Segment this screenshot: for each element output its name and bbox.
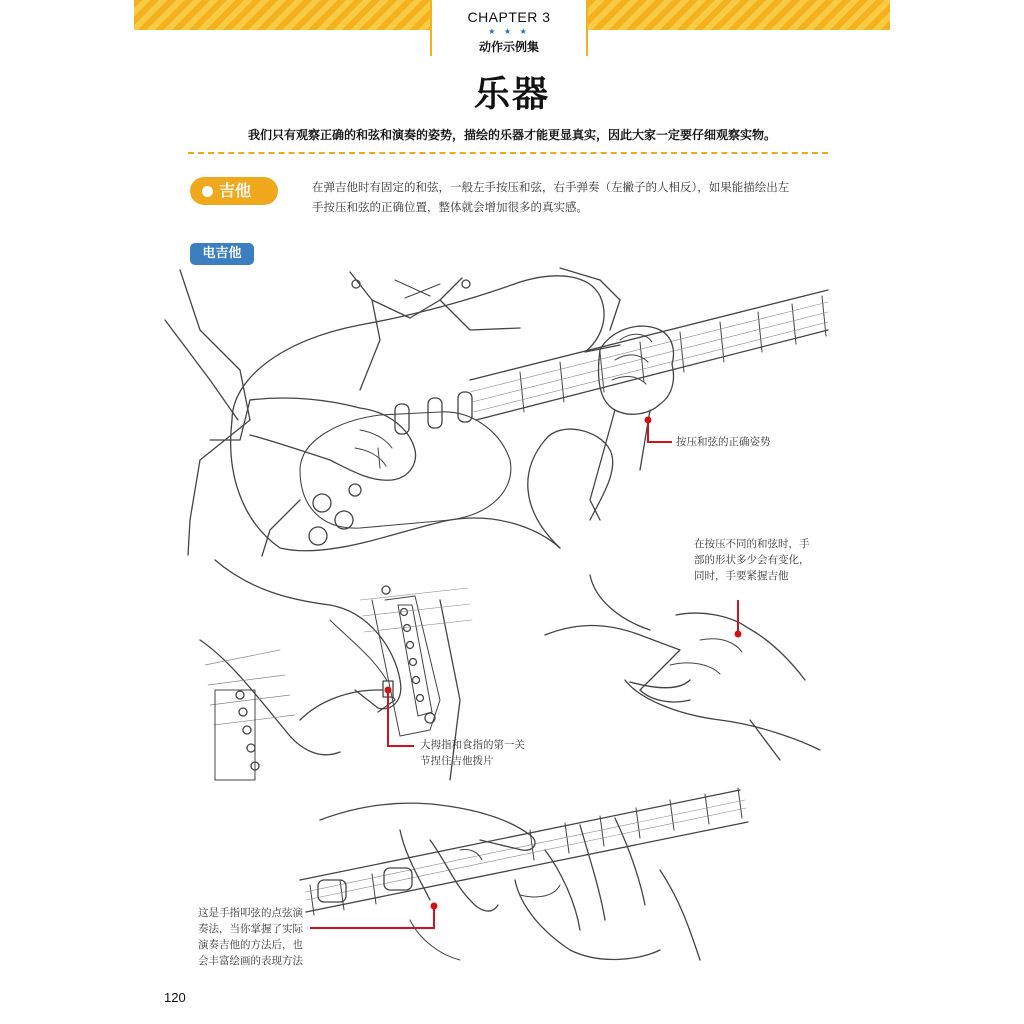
section-description: 在弹吉他时有固定的和弦，一般左手按压和弦，右手弹奏（左撇子的人相反），如果能描绘出左手按压和弦的正确位置，整体就会增加很多的真实感。 [312, 180, 790, 214]
annotation-line: 节捏住吉他拨片 [420, 755, 494, 767]
annotation-line: 奏法，当你掌握了实际 [198, 923, 303, 935]
annotation-line: 大拇指和食指的第一关 [420, 739, 525, 751]
annotation-line: 演奏吉他的方法后，也 [198, 939, 303, 951]
annotation-line: 这是手指叩弦的点弦演 [198, 907, 303, 919]
page-title: 乐器 [473, 74, 550, 115]
section-badge-label: 吉他 [219, 181, 252, 200]
page-number: 120 [164, 990, 186, 1005]
illustration-hand-grip [545, 575, 820, 760]
annotation-chord-change [694, 536, 810, 584]
callout-lines [310, 420, 738, 928]
annotation-line: 同时，手要紧握吉他 [694, 570, 789, 582]
chapter-label: CHAPTER 3 [467, 9, 551, 25]
annotation-chord-pose: 按压和弦的正确姿势 [676, 436, 771, 448]
annotation-line: 在按压不同的和弦时，手 [694, 538, 810, 550]
annotation-line: 会丰富绘画的表现方法 [198, 955, 303, 967]
illustration-tapping [300, 788, 748, 960]
chapter-stars: ★ ★ ★ [488, 27, 530, 36]
annotation-tapping [198, 905, 303, 969]
subsection-badge-electric-guitar: 电吉他 [190, 243, 254, 265]
illustration-guitar-player [165, 268, 828, 556]
intro-text: 我们只有观察正确的和弦和演奏的姿势，描绘的乐器才能更显真实，因此大家一定要仔细观察实物。 [247, 128, 776, 142]
annotation-line: 部的形状多少会有变化， [694, 554, 810, 566]
annotation-pick-grip [420, 737, 525, 769]
chapter-subtitle: 动作示例集 [478, 40, 539, 54]
